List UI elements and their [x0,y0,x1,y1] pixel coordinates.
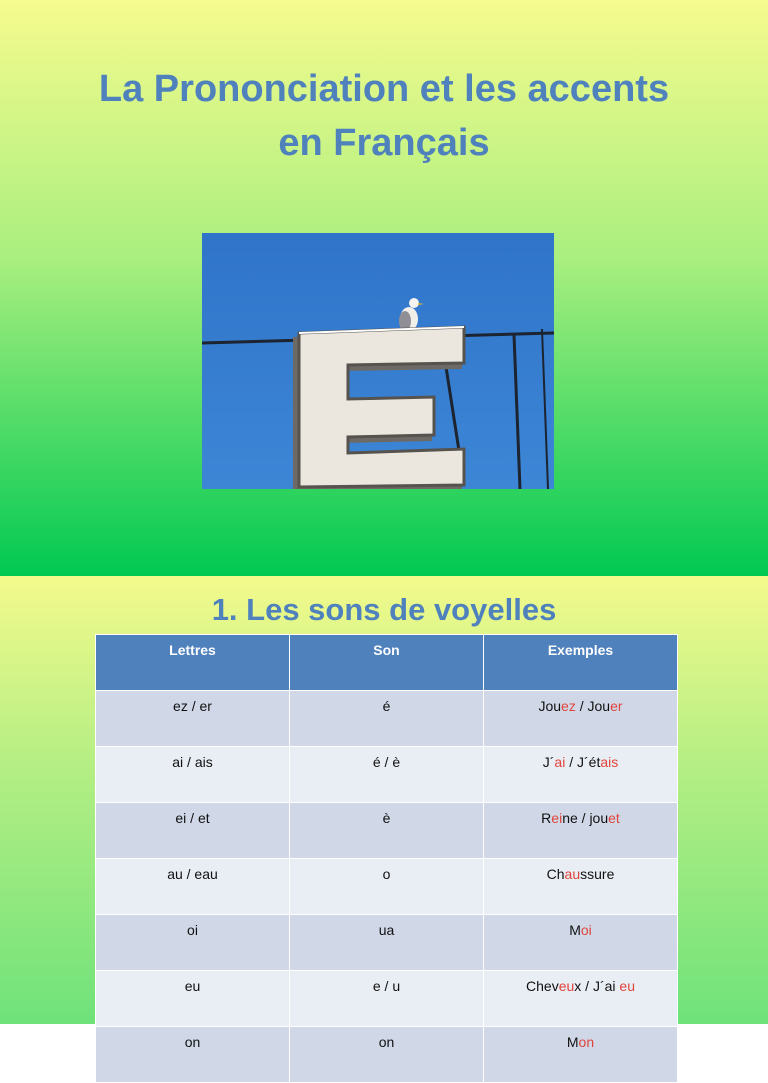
cell-sound: on [290,1027,484,1083]
highlighted-letters: ais [600,754,619,770]
cell-sound: é [290,691,484,747]
example-text: J´ [542,754,555,770]
table-row [96,1027,678,1083]
highlighted-letters: er [610,698,623,714]
highlighted-letters: et [608,810,620,826]
example-text: Ch [546,866,565,882]
example-text: / J´ét [565,754,601,770]
header-letters: Lettres [96,635,290,691]
cell-example [484,915,678,971]
cell-example [484,747,678,803]
header-examples: Exemples [484,635,678,691]
example-text: R [541,810,552,826]
cell-sound: é / è [290,747,484,803]
title-line-1: La Prononciation et les accents [98,68,670,110]
table-row [96,859,678,915]
cell-example [484,803,678,859]
table-row [96,747,678,803]
highlighted-letters: au [564,866,581,882]
example-text: ne / jou [562,810,609,826]
example-text: x / J´ai [574,978,620,994]
table-row [96,971,678,1027]
cell-sound: o [290,859,484,915]
highlighted-letters: oi [580,922,592,938]
highlighted-letters: ai [554,754,566,770]
example-text: M [566,1034,579,1050]
cell-letters: ei / et [96,803,290,859]
cell-example [484,1027,678,1083]
example-text: ssure [580,866,615,882]
header-sound: Son [290,635,484,691]
cell-letters: au / eau [96,859,290,915]
example-text: Chev [526,978,559,994]
table-header-row [96,635,678,691]
highlighted-letters: on [578,1034,595,1050]
highlighted-letters: eu [619,978,635,994]
table-row [96,691,678,747]
highlighted-letters: ez [561,698,576,714]
letter-e-sign-photo [202,233,554,489]
cell-sound: è [290,803,484,859]
title-line-2: en Français [278,122,490,164]
cell-example [484,971,678,1027]
cell-letters: on [96,1027,290,1083]
cell-letters: eu [96,971,290,1027]
example-text: Jou [538,698,562,714]
slide-title [0,62,768,170]
vowels-slide [0,576,768,1050]
cell-letters: oi [96,915,290,971]
highlighted-letters: ei [551,810,563,826]
cell-letters: ez / er [96,691,290,747]
cell-sound: ua [290,915,484,971]
vowel-sounds-table [95,634,678,1083]
table-row [96,803,678,859]
highlighted-letters: eu [558,978,575,994]
cell-example [484,859,678,915]
slide-title: 1. Les sons de voyelles [211,592,557,627]
cell-sound: e / u [290,971,484,1027]
cell-example [484,691,678,747]
table-row [96,915,678,971]
cell-letters: ai / ais [96,747,290,803]
example-text: / Jou [575,698,611,714]
example-text: M [569,922,581,938]
